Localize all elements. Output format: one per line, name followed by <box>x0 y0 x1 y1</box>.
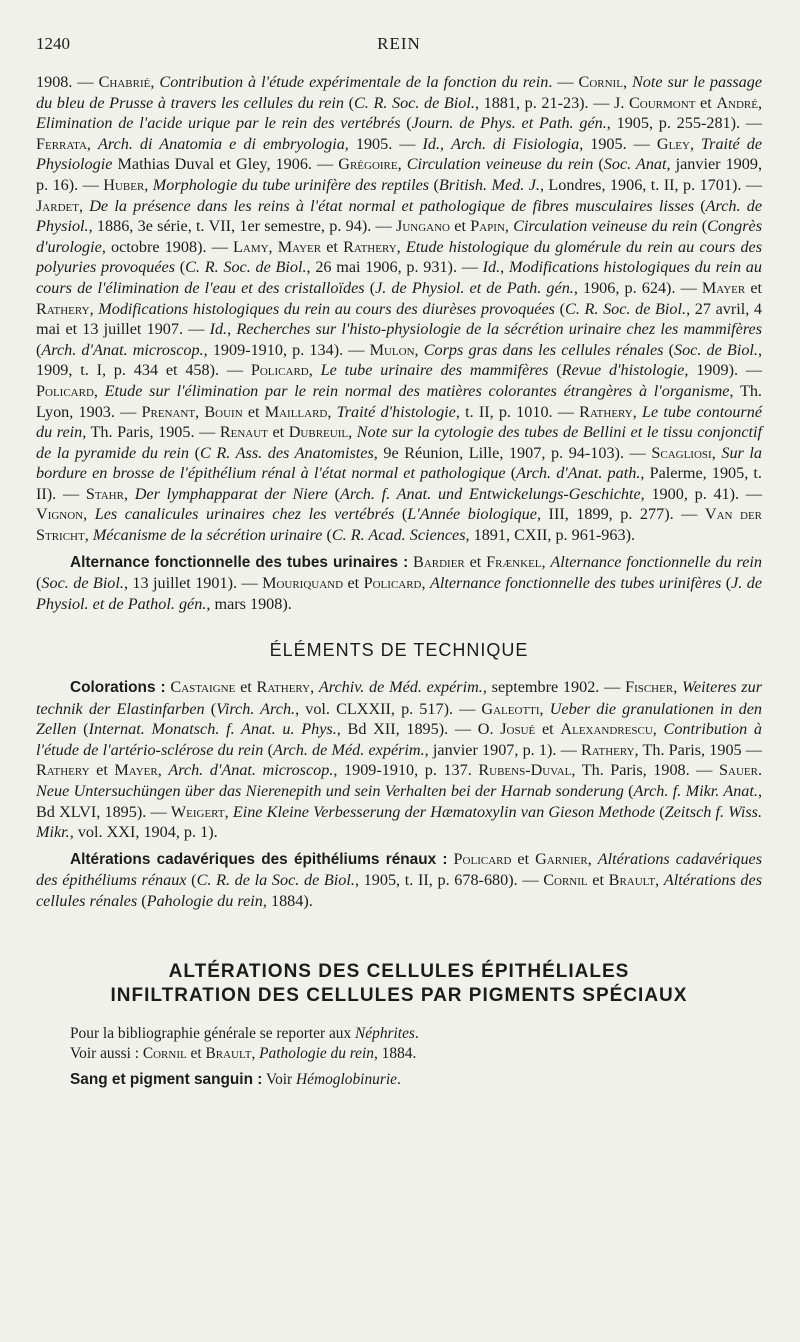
page-header <box>36 28 762 58</box>
text-segment: Contribution à l'étude de l'artério-sclérose du rein <box>36 720 762 759</box>
text-segment: , Th. Paris, 1905 — <box>634 740 762 759</box>
text-segment: C. R. Soc. de Biol. <box>353 93 475 112</box>
text-segment: Cornil <box>142 1044 187 1062</box>
text-segment: Id. <box>209 320 228 339</box>
text-segment: , 1909-1910, p. 137. <box>333 761 479 780</box>
text-segment: Soc. de Biol. <box>673 340 758 359</box>
text-segment: , janvier 1907, p. 1). — <box>424 740 581 759</box>
text-segment: , <box>83 505 95 524</box>
text-segment: , janvier 1909, p. 16). — <box>36 155 763 194</box>
text-segment: , 1909, t. I, p. 434 et 458). — <box>36 340 763 380</box>
text-segment: , <box>227 320 237 339</box>
text-segment: Mouriquand <box>262 574 344 593</box>
text-segment: ( <box>36 340 42 359</box>
text-segment: ( <box>36 574 42 593</box>
text-segment: Pour la bibliographie générale se reporter aux <box>70 1024 356 1042</box>
chapter-title-line-2: INFILTRATION DES CELLULES PAR PIGMENTS SPÉCIAUX <box>110 984 688 1006</box>
text-segment: Weigert <box>170 802 225 821</box>
text-segment: Mécanisme de la sécrétion urinaire <box>92 526 323 545</box>
text-segment: Note sur le passage du bleu de Prusse à travers les cellules du rein <box>36 73 763 112</box>
text-segment: , 1909-1910, p. 134). — <box>203 340 370 359</box>
text-segment: Voir aussi : <box>70 1044 143 1062</box>
text-segment: , Londres, 1906, t. II, p. 1701). — <box>539 175 763 194</box>
text-segment: ( <box>189 443 201 462</box>
text-segment: , <box>89 299 99 318</box>
text-segment: Dubreuil <box>288 423 349 442</box>
text-segment: Archiv. de Méd. expérim. <box>318 678 483 697</box>
text-segment: Altérations cadavériques des épithéliums rénaux <box>36 849 763 890</box>
text-segment: , <box>224 802 233 821</box>
text-segment: Galeotti <box>481 699 540 718</box>
text-segment: Le tube urinaire des mammifères <box>320 361 549 380</box>
text-segment: , <box>150 73 160 91</box>
text-segment: ( <box>76 720 89 739</box>
text-segment: , <box>327 402 337 421</box>
text-segment: , <box>632 402 642 421</box>
text-segment: Traité de Physiologie <box>36 134 763 174</box>
text-segment: Castaigne <box>170 678 236 697</box>
text-segment: Morphologie du tube urinifère des reptiles <box>152 175 430 194</box>
text-segment: ( <box>394 505 408 524</box>
text-segment: Van der Stricht <box>36 505 763 545</box>
text-segment: Sur la bordure en brosse de l'épithélium rénal à l'état normal et pathologique <box>36 443 763 483</box>
text-segment: Corps gras dans les cellules rénales <box>423 340 664 359</box>
text-segment: Zeitsch f. Wiss. Mikr. <box>36 802 763 842</box>
text-segment: et <box>535 720 561 739</box>
text-segment: Rathery <box>580 740 635 759</box>
page-number: 1240 <box>36 34 70 53</box>
text-segment: Journ. de Phys. et Path. gén. <box>411 114 607 133</box>
text-segment: C R. Ass. des Anatomistes <box>200 443 374 462</box>
text-segment: De la présence dans les reins à l'état normal et pathologique de fibres musculaires lisses <box>89 196 694 215</box>
text-segment: Der lymphapparat der Niere <box>134 484 328 503</box>
text-segment: Sauer <box>719 761 758 780</box>
text-segment: , III, 1899, p. 277). — <box>536 505 705 524</box>
text-segment: Elimination de l'acide urique par le rein des vertébrés <box>36 114 401 133</box>
text-segment: , 9e Réunion, Lille, 1907, p. 94-103). — <box>373 443 652 462</box>
text-segment: Alternance fonctionnelle du rein <box>550 552 762 571</box>
text-segment: Le tube contourné du rein <box>36 402 763 442</box>
text-segment: ( <box>186 871 197 890</box>
text-segment: Cornil <box>543 871 588 890</box>
text-segment: ( <box>429 175 439 194</box>
text-segment: Papin <box>470 217 505 236</box>
text-segment: Arch. f. Anat. und Entwickelungs-Geschichte <box>339 484 641 503</box>
text-segment: , <box>414 340 424 359</box>
text-segment: , 1905. — <box>344 134 423 153</box>
text-segment: Garnier <box>535 849 588 868</box>
text-segment: Circulation veineuse du rein <box>513 217 698 236</box>
text-segment: , <box>652 720 664 739</box>
text-segment: Alternance fonctionnelle des tubes urinifères <box>429 574 722 593</box>
text-segment: Internat. Monatsch. f. Anat. u. Phys. <box>88 720 337 739</box>
text-segment: ( <box>204 699 217 718</box>
text-segment: et <box>449 217 471 236</box>
text-segment: , <box>689 134 702 153</box>
text-segment: Brault <box>608 871 656 890</box>
text-segment: , 1905. — <box>579 134 657 153</box>
text-segment: , <box>268 237 278 256</box>
text-segment: André <box>716 93 758 112</box>
note-voir-aussi <box>36 1044 762 1064</box>
text-segment: et <box>321 237 344 256</box>
text-segment: et <box>235 678 257 697</box>
text-segment: , <box>500 258 509 277</box>
text-segment: Arch. d'Anat. microscop. <box>41 340 204 359</box>
text-segment: Huber <box>103 175 145 194</box>
text-segment: , <box>251 1044 260 1062</box>
text-segment: , 1891, CXII, p. 961-963). <box>465 526 636 545</box>
text-segment: Maillard <box>264 402 328 421</box>
text-segment: Colorations : <box>70 679 166 697</box>
text-segment: et <box>242 402 265 421</box>
text-segment: et <box>186 1044 206 1062</box>
text-segment: , Th. Paris, 1905. — <box>82 423 220 442</box>
text-segment: , <box>123 484 135 503</box>
text-segment: et <box>89 761 115 780</box>
text-segment: , <box>84 526 93 545</box>
text-segment: Rathery <box>256 678 311 697</box>
text-segment: Néphrites <box>355 1024 415 1042</box>
text-segment: , 1905, p. 255-281). — <box>606 114 763 133</box>
text-segment: , octobre 1908). — <box>101 237 233 256</box>
text-segment: Alexandrescu <box>560 720 653 739</box>
text-segment: Brault <box>205 1044 252 1062</box>
text-segment: et <box>511 849 536 868</box>
text-segment: . <box>396 1070 401 1088</box>
text-segment: , <box>144 175 153 194</box>
text-segment: ( <box>327 484 340 503</box>
text-segment: . <box>414 1024 419 1042</box>
text-segment: J. de Physiol. et de Pathol. gén. <box>36 574 763 613</box>
text-segment: ( <box>400 114 412 133</box>
text-segment: Soc. Anat <box>603 155 667 174</box>
text-segment: Note sur la cytologie des tubes de Bellini et le tissu conjonctif de la pyramide du rein <box>36 423 763 462</box>
text-segment: , 1884). <box>262 891 313 910</box>
text-segment: ( <box>554 299 566 318</box>
text-segment: , vol. CLXXII, p. 517). — <box>295 699 482 718</box>
text-segment: Rathery <box>36 299 90 318</box>
text-segment: ( <box>505 464 517 483</box>
text-segment: Recherches sur l'histo-physiologie de la sécrétion urinaire chez les mammifères <box>236 320 763 339</box>
text-segment: C. R. Acad. Sciences <box>331 526 466 545</box>
text-segment: Cornil <box>578 73 623 91</box>
text-segment: , septembre 1902. — <box>482 678 626 697</box>
text-segment: Altérations cadavériques des épithéliums rénaux : <box>70 850 448 868</box>
text-segment: , <box>348 423 357 442</box>
text-segment: Lamy <box>232 237 269 256</box>
text-segment: Les canalicules urinaires chez les vertébrés <box>94 505 395 524</box>
text-segment: Id. <box>422 134 441 153</box>
text-segment: et <box>343 574 364 593</box>
text-segment: . <box>757 761 762 780</box>
text-segment: British. Med. J. <box>438 175 540 194</box>
text-segment: Revue d'histologie <box>561 361 685 380</box>
text-segment: , <box>86 134 98 153</box>
text-segment: Arch. f. Mikr. Anat. <box>633 782 758 800</box>
text-segment: Mayer <box>277 237 322 256</box>
text-segment: , 26 mai 1906, p. 931). — <box>306 258 483 277</box>
text-segment: , <box>541 552 551 571</box>
text-segment: Josué <box>500 720 536 739</box>
text-segment: , Th. Lyon, 1903. — <box>36 381 762 421</box>
text-segment: , 13 juillet 1901). — <box>123 574 263 593</box>
text-segment: Policard <box>36 381 94 400</box>
text-segment: , 1881, p. 21-23). — J. <box>474 93 629 112</box>
text-segment: , <box>539 699 550 718</box>
text-segment: , <box>157 761 169 780</box>
text-segment: Voir <box>262 1070 297 1088</box>
text-segment: Fischer <box>625 678 674 697</box>
text-segment: et <box>587 871 609 890</box>
text-segment: Chabrié <box>98 73 151 91</box>
text-segment: ( <box>694 196 706 215</box>
text-segment: Mathias Duval et Gley, 1906. — <box>112 155 339 174</box>
text-segment: ( <box>364 278 376 297</box>
text-segment: Bouin <box>204 402 243 421</box>
text-segment: et <box>267 423 289 442</box>
text-segment: , t. II, p. 1010. — <box>455 402 580 421</box>
text-segment: , 1906, p. 624). — <box>573 278 702 297</box>
text-segment: Rathery <box>36 761 90 780</box>
text-segment: Eine Kleine Verbesserung der Hæmatoxylin van Gieson Methode <box>232 802 656 821</box>
text-segment: Arch. di Fisiologia <box>451 134 580 153</box>
text-segment: Weiteres zur technik der Elastinfarben <box>36 678 762 718</box>
text-segment: , mars 1908). <box>206 594 292 613</box>
text-segment: ( <box>322 526 332 545</box>
text-segment: ( <box>623 782 634 800</box>
text-segment: ( <box>175 258 186 277</box>
text-segment: Mayer <box>701 278 746 297</box>
text-segment: , <box>440 134 452 153</box>
text-segment: C. R. Soc. de Biol. <box>185 258 307 277</box>
text-segment: Virch. Arch. <box>216 699 296 718</box>
text-segment: Altérations des cellules rénales <box>36 871 763 910</box>
text-segment: ( <box>548 361 562 380</box>
section-title: ÉLÉMENTS DE TECHNIQUE <box>269 640 529 661</box>
text-segment: Stahr <box>85 484 124 503</box>
text-segment: , <box>93 381 105 400</box>
text-segment: Congrès d'urologie <box>36 217 763 256</box>
running-title: REIN <box>377 34 421 53</box>
text-segment: , <box>711 443 722 462</box>
text-segment: Mayer <box>114 761 158 780</box>
text-segment: Ueber die granulationen in den Zellen <box>36 699 763 739</box>
text-segment: Courmont <box>629 93 696 112</box>
text-segment: , <box>396 237 406 256</box>
text-segment: , <box>78 196 90 215</box>
text-segment: Jardet <box>36 196 79 215</box>
text-segment: , 1886, 3e série, t. VII, 1er semestre, p. 94). — <box>88 217 397 236</box>
alternance-paragraph <box>36 552 762 615</box>
text-segment: , <box>587 849 598 868</box>
text-segment: J. de Physiol. et de Path. gén. <box>375 278 574 297</box>
text-segment: et <box>695 93 717 112</box>
text-segment: Pathologie du rein <box>259 1044 374 1062</box>
colorations-paragraph <box>36 677 762 843</box>
text-segment: Etude histologique du glomérule du rein au cours des polyuries provoquées <box>36 237 763 277</box>
text-segment: , Bd XLVI, 1895). — <box>36 782 762 821</box>
text-segment: Gley <box>656 134 690 153</box>
text-segment: ( <box>137 891 147 910</box>
text-segment: Arch. de Méd. expérim. <box>272 740 425 759</box>
text-segment: Rathery <box>579 402 633 421</box>
text-segment: , <box>421 574 430 593</box>
text-segment: , 1905, t. II, p. 678-680). — <box>354 871 544 890</box>
text-segment: , <box>504 217 514 236</box>
text-segment: , 1900, p. 41). — <box>640 484 763 503</box>
text-segment: , Th. Paris, 1908. — <box>571 761 719 780</box>
chapter-title <box>36 960 762 1008</box>
text-segment: et <box>745 278 763 297</box>
text-segment: C. R. de la Soc. de Biol. <box>196 871 355 890</box>
text-segment: , <box>308 361 321 380</box>
text-segment: Arch. d'Anat. microscop. <box>168 761 334 780</box>
text-segment: ( <box>593 155 604 174</box>
text-segment: ( <box>721 574 732 593</box>
note-bibliography <box>36 1024 762 1044</box>
text-segment: Circulation veineuse du rein <box>406 155 594 174</box>
text-segment: Renaut <box>219 423 268 442</box>
chapter-title-line-1: ALTÉRATIONS DES CELLULES ÉPITHÉLIALES <box>168 960 630 982</box>
text-segment: , 27 avril, 4 mai et 13 juillet 1907. — <box>36 299 763 339</box>
text-segment: , 1884. <box>373 1044 417 1062</box>
text-segment: , 1909). — <box>684 361 763 380</box>
note-sang-pigment <box>36 1070 762 1090</box>
text-segment: Policard <box>250 361 309 380</box>
text-segment: Ferrata <box>36 134 87 153</box>
text-segment: Traité d'histologie <box>336 402 456 421</box>
text-segment: Scagliosi <box>651 443 712 462</box>
text-segment: Contribution à l'étude expérimentale de la fonction du rein <box>159 73 549 91</box>
text-segment: Modifications histologiques du rein au cours de l'élimination de l'eau et des cristalloïdes <box>36 258 762 297</box>
text-segment: , <box>673 678 682 697</box>
text-segment: Alternance fonctionnelle des tubes urinaires : <box>70 553 409 571</box>
text-segment: Id. <box>482 258 501 277</box>
text-segment: Sang et pigment sanguin : <box>70 1070 263 1088</box>
text-segment: Modifications histologiques du rein au cours des diurèses provoquées <box>98 299 555 318</box>
text-segment: Pahologie du rein <box>146 891 263 910</box>
text-segment: , <box>622 73 632 91</box>
text-segment: , <box>757 93 763 112</box>
bibliography-paragraph <box>36 72 762 546</box>
text-segment: Policard <box>453 849 512 868</box>
text-segment: ( <box>663 340 674 359</box>
text-segment: Arch. d'Anat. path. <box>516 464 641 483</box>
text-segment: L'Année biologique <box>407 505 537 524</box>
text-segment: Arch. di Anatomia e di embryologia <box>97 134 345 153</box>
page-body <box>36 72 762 1090</box>
text-segment: , <box>655 871 664 890</box>
text-segment: Mulon <box>369 340 415 359</box>
text-segment: Policard <box>363 574 422 593</box>
text-segment: ( <box>655 802 665 821</box>
text-segment: Hémoglobinurie <box>296 1070 397 1088</box>
text-segment: Grégoire <box>338 155 398 174</box>
text-segment: , <box>397 155 407 174</box>
text-segment: Etude sur l'élimination par le rein normal des matières colorantes étrangères à l'organisme <box>104 381 730 400</box>
text-segment: Frænkel <box>486 552 542 571</box>
text-segment: . — <box>548 73 579 91</box>
text-segment: 1908. — <box>36 73 99 91</box>
text-segment: C. R. Soc. de Biol. <box>565 299 687 318</box>
text-segment: ( <box>263 740 273 759</box>
text-segment: , <box>195 402 205 421</box>
text-segment: , Bd XII, 1895). — O. <box>336 720 501 739</box>
text-segment: Vignon <box>36 505 84 524</box>
text-segment: Prenant <box>141 402 196 421</box>
text-segment: ( <box>343 93 354 112</box>
text-segment: Rathery <box>343 237 397 256</box>
text-segment: Arch. de Physiol. <box>36 196 763 236</box>
text-segment: , Palerme, 1905, t. II). — <box>36 464 762 503</box>
text-segment: Bardier <box>413 552 465 571</box>
text-segment: Jungano <box>396 217 450 236</box>
alterations-paragraph <box>36 849 762 912</box>
text-segment: , vol. XXI, 1904, p. 1). <box>69 823 218 842</box>
text-segment: Soc. de Biol. <box>41 574 124 593</box>
text-segment: Neue Untersuchüngen über das Nierenepith und sein Verhalten bei der Harnab sonderung <box>36 782 624 800</box>
text-segment: Rubens-Duval <box>478 761 572 780</box>
text-segment: ( <box>697 217 708 236</box>
text-segment: et <box>464 552 487 571</box>
text-segment: , <box>310 678 319 697</box>
